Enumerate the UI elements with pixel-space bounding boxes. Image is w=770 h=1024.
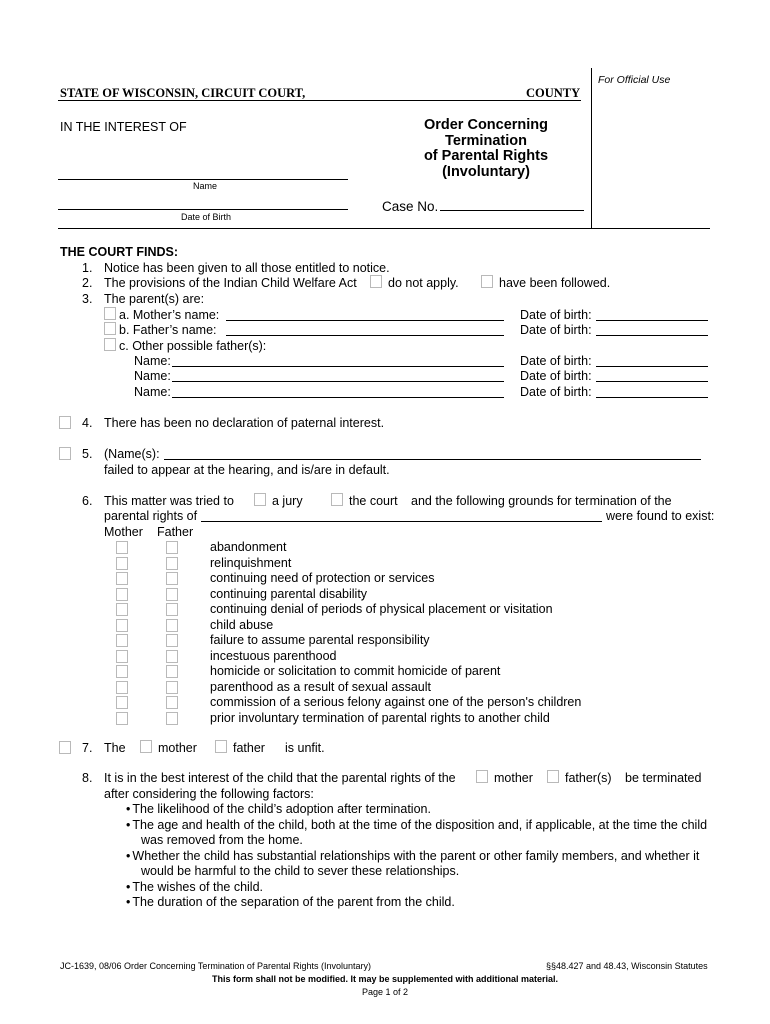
ground-father-checkbox[interactable] [166, 619, 178, 632]
item-6-text-after: and the following grounds for termination of the [411, 494, 672, 508]
jury-checkbox[interactable] [254, 493, 266, 506]
ground-mother-checkbox[interactable] [116, 588, 128, 601]
father-checkbox[interactable] [104, 322, 116, 335]
court-label: the court [349, 494, 398, 508]
be-terminated-label: be terminated [625, 771, 702, 785]
unfit-mother-label: mother [158, 741, 197, 755]
other-name-label: Name: [134, 354, 171, 368]
ground-label: parenthood as a result of sexual assault [210, 679, 431, 694]
mother-dob-field[interactable] [596, 320, 708, 321]
item-6-text: This matter was tried to [104, 494, 234, 508]
item-5-checkbox[interactable] [59, 447, 71, 460]
ground-mother-checkbox[interactable] [116, 650, 128, 663]
other-dob-label: Date of birth: [520, 385, 592, 399]
parental-rights-of-label: parental rights of [104, 509, 198, 523]
ground-mother-checkbox[interactable] [116, 634, 128, 647]
item-6-number: 6. [82, 494, 93, 508]
county-label: COUNTY [526, 86, 581, 100]
terminate-father-checkbox[interactable] [547, 770, 559, 783]
ground-label: abandonment [210, 540, 287, 554]
ground-father-checkbox[interactable] [166, 665, 178, 678]
ground-label: continuing need of protection or services [210, 571, 435, 585]
ground-father-checkbox[interactable] [166, 650, 178, 663]
is-unfit-label: is unfit. [285, 741, 325, 755]
item-8-text: It is in the best interest of the child that the parental rights of the [104, 771, 456, 785]
parental-rights-of-field[interactable] [201, 521, 602, 522]
ground-father-checkbox[interactable] [166, 712, 178, 725]
factor-item: • The likelihood of the child’s adoption after termination. [126, 802, 431, 816]
unfit-father-checkbox[interactable] [215, 740, 227, 753]
unfit-father-label: father [233, 741, 265, 755]
ground-father-checkbox[interactable] [166, 681, 178, 694]
icwa-followed-label: have been followed. [499, 276, 611, 290]
item-7-the: The [104, 741, 126, 755]
other-father-checkbox[interactable] [104, 338, 116, 351]
item-1-number: 1. [82, 261, 93, 275]
child-name-field[interactable] [58, 179, 348, 180]
ground-label: commission of a serious felony against one of the person's children [210, 695, 582, 709]
form-title: Order Concerning Termination of Parental Rights (Involuntary) [423, 117, 549, 180]
court-finds-heading: THE COURT FINDS: [60, 245, 179, 259]
ground-father-checkbox[interactable] [166, 603, 178, 616]
ground-label: incestuous parenthood [210, 648, 337, 663]
ground-father-checkbox[interactable] [166, 634, 178, 647]
mother-name-label: a. Mother’s name: [119, 308, 220, 322]
factor-item-continued: was removed from the home. [141, 833, 303, 847]
item-7-checkbox[interactable] [59, 741, 71, 754]
item-3-number: 3. [82, 292, 93, 306]
mother-column-header: Mother [104, 525, 143, 539]
mother-dob-label: Date of birth: [520, 308, 592, 322]
ground-mother-checkbox[interactable] [116, 603, 128, 616]
ground-father-checkbox[interactable] [166, 572, 178, 585]
factor-item: • The wishes of the child. [126, 880, 263, 894]
ground-father-checkbox[interactable] [166, 557, 178, 570]
other-name-field[interactable] [172, 366, 504, 367]
item-8-text-continued: after considering the following factors: [104, 787, 314, 801]
ground-label: relinquishment [210, 555, 292, 570]
unfit-mother-checkbox[interactable] [140, 740, 152, 753]
other-father-label: c. Other possible father(s): [119, 339, 267, 353]
ground-label: continuing parental disability [210, 586, 368, 601]
item-4-checkbox[interactable] [59, 416, 71, 429]
item-5-text: (Name(s): [104, 447, 160, 461]
other-name-field[interactable] [172, 381, 504, 382]
county-field[interactable] [58, 100, 581, 101]
father-name-label: b. Father’s name: [119, 323, 217, 337]
ground-label: failure to assume parental responsibility [210, 633, 430, 647]
page-number: Page 1 of 2 [361, 987, 409, 997]
other-name-field[interactable] [172, 397, 504, 398]
ground-mother-checkbox[interactable] [116, 696, 128, 709]
mother-checkbox[interactable] [104, 307, 116, 320]
jury-label: a jury [272, 494, 303, 508]
ground-label: prior involuntary termination of parental rights to another child [210, 710, 550, 725]
father-name-field[interactable] [226, 335, 504, 336]
ground-label: continuing denial of periods of physical placement or visitation [210, 602, 553, 616]
other-dob-label: Date of birth: [520, 354, 592, 368]
name-caption: Name [193, 181, 218, 191]
court-heading: STATE OF WISCONSIN, CIRCUIT COURT, [60, 86, 306, 100]
father-column-header: Father [157, 525, 194, 539]
found-to-exist-label: were found to exist: [606, 509, 715, 523]
item-1-text: Notice has been given to all those entitled to notice. [104, 261, 390, 275]
father-dob-label: Date of birth: [520, 323, 592, 337]
case-no-field[interactable] [440, 210, 584, 211]
item-3-text: The parent(s) are: [104, 292, 205, 306]
ground-mother-checkbox[interactable] [116, 557, 128, 570]
other-dob-field[interactable] [596, 397, 708, 398]
item-8-number: 8. [82, 771, 93, 785]
ground-mother-checkbox[interactable] [116, 665, 128, 678]
ground-mother-checkbox[interactable] [116, 712, 128, 725]
item-7-number: 7. [82, 741, 93, 755]
item-5-number: 5. [82, 447, 93, 461]
case-no-label: Case No. [382, 199, 439, 214]
header-rule [58, 228, 710, 229]
default-names-field[interactable] [164, 459, 701, 460]
terminate-mother-checkbox[interactable] [476, 770, 488, 783]
official-use-divider [591, 68, 592, 228]
factor-item: • The duration of the separation of the parent from the child. [126, 895, 455, 909]
ground-mother-checkbox[interactable] [116, 541, 128, 554]
ground-mother-checkbox[interactable] [116, 681, 128, 694]
child-dob-field[interactable] [58, 209, 348, 210]
icwa-not-apply-checkbox[interactable] [370, 275, 382, 288]
ground-mother-checkbox[interactable] [116, 619, 128, 632]
father-dob-field[interactable] [596, 335, 708, 336]
form-id: JC-1639, 08/06 Order Concerning Termination of Parental Rights (Involuntary) [60, 961, 371, 971]
other-dob-label: Date of birth: [520, 369, 592, 383]
mother-name-field[interactable] [226, 320, 504, 321]
icwa-not-apply-label: do not apply. [388, 276, 459, 290]
ground-father-checkbox[interactable] [166, 696, 178, 709]
item-4-text: There has been no declaration of paternal interest. [104, 416, 385, 430]
modification-notice: This form shall not be modified. It may be supplemented with additional material. [211, 974, 559, 984]
court-checkbox[interactable] [331, 493, 343, 506]
item-5-text-continued: failed to appear at the hearing, and is/are in default. [104, 463, 390, 477]
in-interest-label: IN THE INTEREST OF [60, 120, 187, 134]
item-2-text: The provisions of the Indian Child Welfare Act [104, 276, 357, 290]
statutes: §§48.427 and 48.43, Wisconsin Statutes [546, 961, 708, 971]
ground-label: homicide or solicitation to commit homicide of parent [210, 664, 501, 678]
ground-father-checkbox[interactable] [166, 541, 178, 554]
other-dob-field[interactable] [596, 366, 708, 367]
other-dob-field[interactable] [596, 381, 708, 382]
ground-label: child abuse [210, 617, 274, 632]
official-use-label: For Official Use [598, 74, 671, 86]
item-2-number: 2. [82, 276, 93, 290]
terminate-mother-label: mother [494, 771, 533, 785]
item-4-number: 4. [82, 416, 93, 430]
factor-item: • Whether the child has substantial relationships with the parent or other family members, and whether it [126, 849, 699, 863]
factor-item-continued: would be harmful to the child to sever these relationships. [141, 864, 460, 878]
other-name-label: Name: [134, 385, 171, 399]
icwa-followed-checkbox[interactable] [481, 275, 493, 288]
terminate-father-label: father(s) [565, 771, 612, 785]
ground-mother-checkbox[interactable] [116, 572, 128, 585]
other-name-label: Name: [134, 369, 171, 383]
ground-father-checkbox[interactable] [166, 588, 178, 601]
factor-item: • The age and health of the child, both at the time of the disposition and, if applicable, at the time the child [126, 818, 707, 832]
dob-caption: Date of Birth [181, 212, 232, 222]
